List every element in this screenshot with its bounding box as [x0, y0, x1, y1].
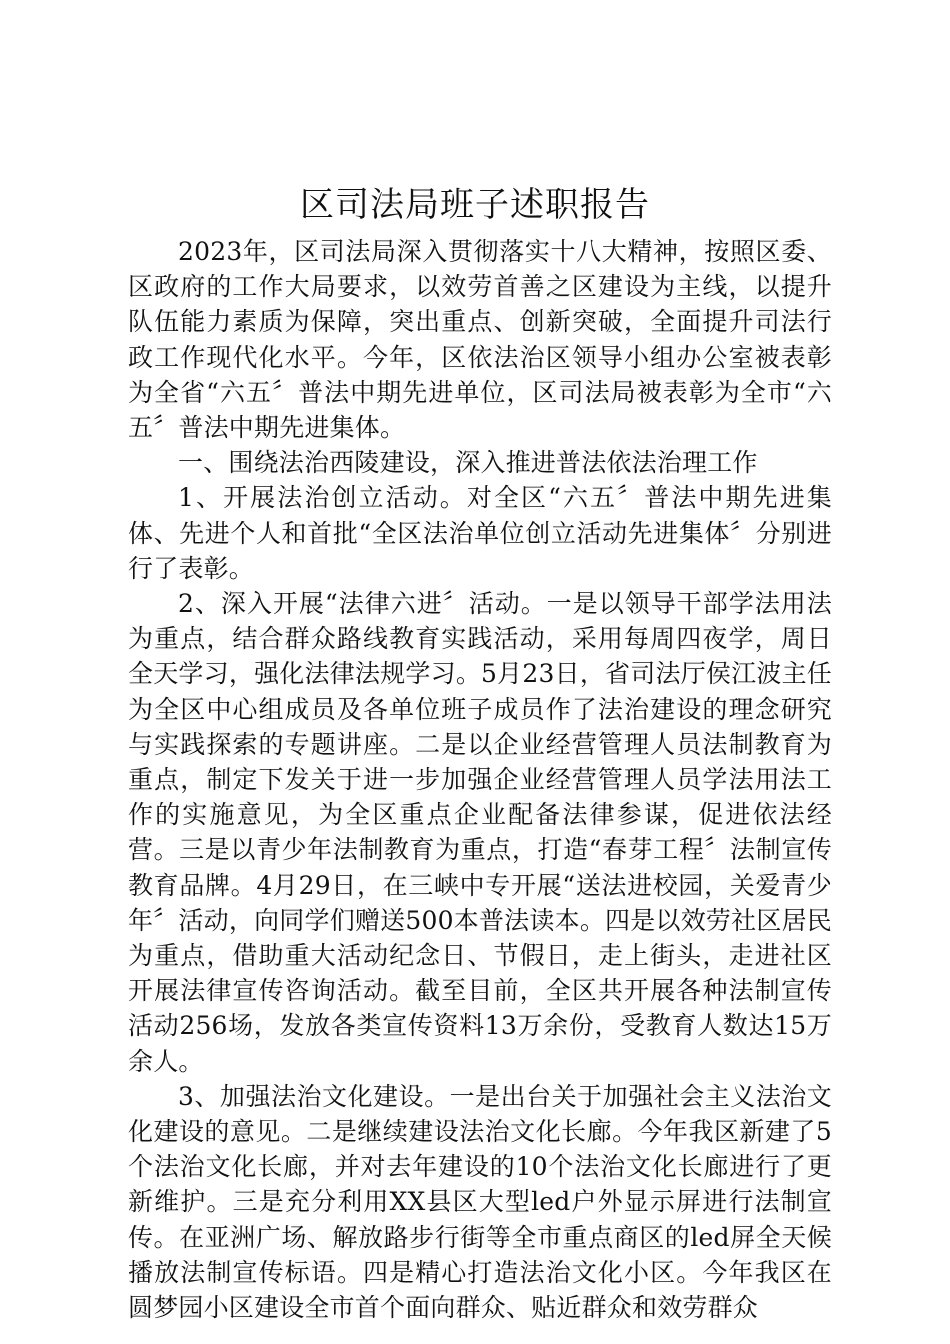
section-heading-1: 一、围绕法治西陵建设，深入推进普法依法治理工作	[178, 448, 758, 478]
document-title: 区司法局班子述职报告	[300, 185, 650, 225]
paragraph-item-3: 3、加强法治文化建设。一是出台关于加强社会主义法治文化建设的意见。二是继续建设法治文化长廊。今年我区新建了5个法治文化长廊，并对去年建设的10个法治文化长廊进行了更新维护。三是充分利用XX县区大型led户外显示屏进行法制宣传。在亚洲广场、解放路步行街等全市重点商区的led屏全天候播放法制宣传标语。四是精心打造法治文化小区。今年我区在圆梦园小区建设全市首个面向群众、贴近群众和效劳群众	[128, 1081, 832, 1323]
paragraph-item-2: 2、深入开展“法律六进〞活动。一是以领导干部学法用法为重点，结合群众路线教育实践活动，采用每周四夜学，周日全天学习，强化法律法规学习。5月23日，省司法厅侯江波主任为全区中心组成员及各单位班子成员作了法治建设的理念研究与实践探索的专题讲座。二是以企业经营管理人员法制教育为重点，制定下发关于进一步加强企业经营管理人员学法用法工作的实施意见，为全区重点企业配备法律参谋，促进依法经营。三是以青少年法制教育为重点，打造“春芽工程〞法制宣传教育品牌。4月29日，在三峡中专开展“送法进校园，关爱青少年〞活动，向同学们赠送500本普法读本。四是以效劳社区居民为重点，借助重大活动纪念日、节假日，走上街头，走进社区开展法律宣传咨询活动。截至目前，全区共开展各种法制宣传活动256场，发放各类宣传资料13万余份，受教育人数达15万余人。	[128, 589, 832, 1076]
document-body	[128, 234, 832, 1325]
paragraph-intro: 2023年，区司法局深入贯彻落实十八大精神，按照区委、区政府的工作大局要求，以效劳首善之区建设为主线，以提升队伍能力素质为保障，突出重点、创新突破，全面提升司法行政工作现代化水平。今年，区依法治区领导小组办公室被表彰为全省“六五〞普法中期先进单位，区司法局被表彰为全市“六五〞普法中期先进集体。	[128, 237, 832, 443]
paragraph-item-1: 1、开展法治创立活动。对全区“六五〞普法中期先进集体、先进个人和首批“全区法治单位创立活动先进集体〞分别进行了表彰。	[128, 483, 832, 583]
